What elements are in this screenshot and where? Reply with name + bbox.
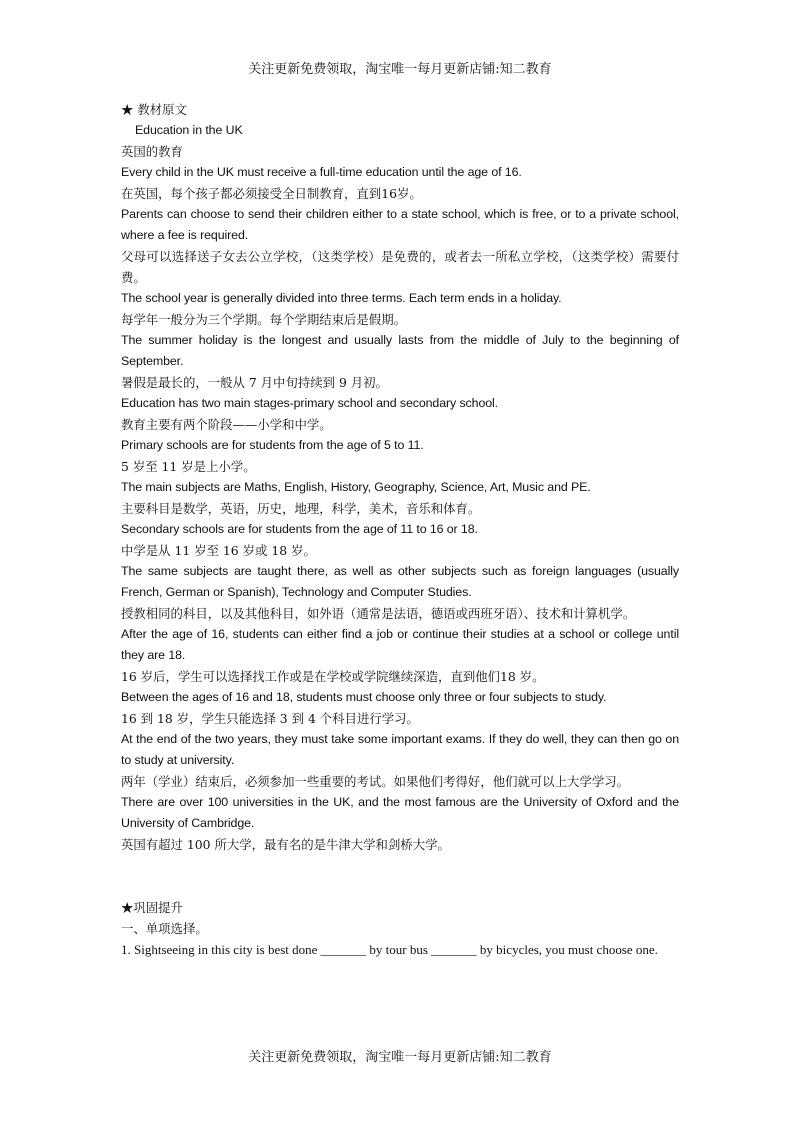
page-footer: 关注更新免费领取，淘宝唯一每月更新店铺:知二教育 [248, 1050, 552, 1065]
english-line: Every child in the UK must receive a full-time education until the age of 16. [121, 165, 522, 179]
section-heading: ★ 教材原文 [121, 102, 187, 117]
english-line: Secondary schools are for students from the age of 11 to 16 or 18. [121, 522, 478, 536]
chinese-line: 授教相同的科目，以及其他科目，如外语（通常是法语，德语或西班牙语）、技术和计算机学。 [121, 606, 636, 621]
chinese-line: 每学年一般分为三个学期。每个学期结束后是假期。 [121, 312, 406, 327]
english-line: After the age of 16, students can either find a job or continue their studies at a school or college until they are 18. [121, 627, 679, 662]
page-header: 关注更新免费领取，淘宝唯一每月更新店铺:知二教育 [248, 62, 552, 77]
english-line: The summer holiday is the longest and usually lasts from the middle of July to the beginning of September. [121, 333, 679, 368]
text-title-zh: 英国的教育 [121, 144, 183, 159]
english-line: The same subjects are taught there, as well as other subjects such as foreign languages (usually French, German or Spanish), Technology and Computer Studies. [121, 564, 679, 599]
spacer [121, 855, 679, 897]
document-content [121, 99, 679, 960]
chinese-line: 英国有超过 100 所大学，最有名的是牛津大学和剑桥大学。 [121, 837, 450, 852]
chinese-line: 在英国，每个孩子都必须接受全日制教育，直到16岁。 [121, 186, 422, 201]
chinese-line: 主要科目是数学，英语，历史，地理，科学，美术，音乐和体育。 [121, 501, 481, 516]
bilingual-text [121, 162, 679, 855]
chinese-line: 中学是从 11 岁至 16 岁或 18 岁。 [121, 543, 316, 558]
chinese-line: 父母可以选择送子女去公立学校，（这类学校）是免费的，或者去一所私立学校，（这类学校）需要付费。 [121, 249, 679, 285]
english-line: At the end of the two years, they must take some important exams. If they do well, they can then go on to study at university. [121, 732, 679, 767]
chinese-line: 两年（学业）结束后，必须参加一些重要的考试。如果他们考得好，他们就可以上大学学习。 [121, 774, 630, 789]
chinese-line: 16 岁后，学生可以选择找工作或是在学校或学院继续深造，直到他们18 岁。 [121, 669, 545, 684]
english-line: The main subjects are Maths, English, History, Geography, Science, Art, Music and PE. [121, 480, 591, 494]
chinese-line: 16 到 18 岁，学生只能选择 3 到 4 个科目进行学习。 [121, 711, 419, 726]
english-line: Education has two main stages-primary school and secondary school. [121, 396, 499, 410]
chinese-line: 暑假是最长的，一般从 7 月中旬持续到 9 月初。 [121, 375, 388, 390]
english-line: There are over 100 universities in the UK, and the most famous are the University of Oxford and the University of Cambridge. [121, 795, 679, 830]
exercise-subheading: 一、单项选择。 [121, 921, 208, 936]
english-line: The school year is generally divided into three terms. Each term ends in a holiday. [121, 291, 562, 305]
english-line: Parents can choose to send their children either to a state school, which is free, or to a private school, where a fee is required. [121, 207, 679, 242]
english-line: Between the ages of 16 and 18, students must choose only three or four subjects to study. [121, 690, 607, 704]
english-line: Primary schools are for students from the age of 5 to 11. [121, 438, 424, 452]
text-title-en: Education in the UK [135, 123, 243, 137]
question-1: 1. Sightseeing in this city is best done _______ by tour bus _______ by bicycles, you must choose one. [121, 942, 658, 957]
chinese-line: 5 岁至 11 岁是上小学。 [121, 459, 256, 474]
exercise-heading: ★巩固提升 [121, 900, 183, 915]
chinese-line: 教育主要有两个阶段——小学和中学。 [121, 417, 332, 432]
